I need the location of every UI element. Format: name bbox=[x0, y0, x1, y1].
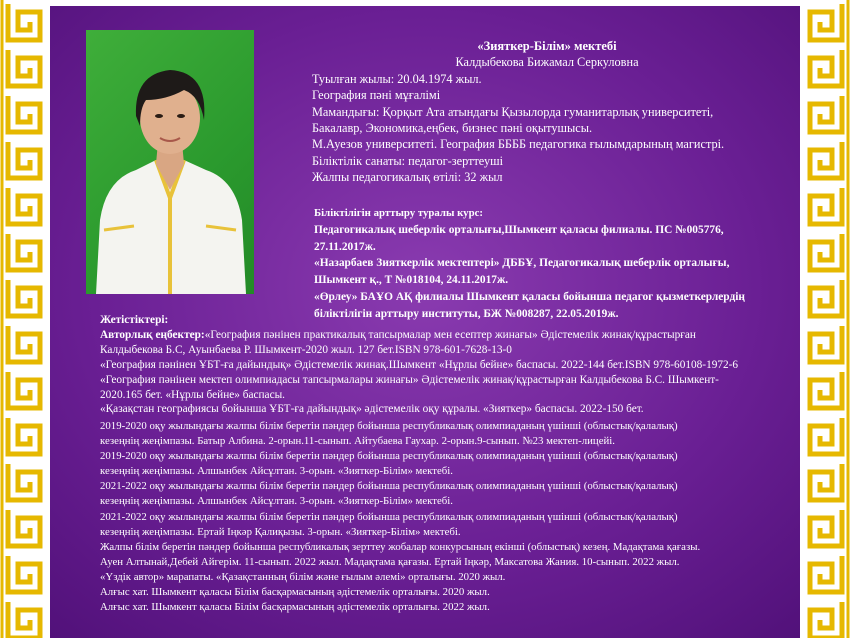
school-name: «Зияткер-Білім» мектебі bbox=[477, 39, 617, 53]
result-line: кезеңнің жеңімпазы. Алшынбек Айсұлтан. 3-орын. «Зияткер-Білім» мектебі. bbox=[100, 495, 453, 508]
result-line: Алғыс хат. Шымкент қаласы Білім басқармасының әдістемелік орталығы. 2020 жыл. bbox=[100, 586, 490, 599]
course-title: Біліктілігін арттыру туралы курс: bbox=[314, 207, 483, 219]
info-line: Бакалавр, Экономика,еңбек, бизнес пәні оқытушысы. bbox=[312, 121, 593, 136]
result-line: 2019-2020 оқу жылындағы жалпы білім беретін пәндер бойынша республикалық олимпиаданың үшінші (облыстық/қалалық) bbox=[100, 450, 678, 463]
course-line: «Өрлеу» БАҰО АҚ филиалы Шымкент қаласы бойынша педагог қызметкерлердің bbox=[314, 290, 745, 303]
result-line: Жалпы білім беретін пәндер бойынша республикалық зерттеу жобалар конкурсының екінші (облыстық) кезең. Мадақтама қағазы. bbox=[100, 540, 701, 553]
course-line: 27.11.2017ж. bbox=[314, 240, 376, 253]
info-line: Туылған жылы: 20.04.1974 жыл. bbox=[312, 71, 482, 86]
result-line: Ауен Алтынай,Дебей Айгерім. 11-сынып. 2022 жыл. Мадақтама қағазы. Ертай Іңкәр, Максатова Жания. 10-сынып. 2022 жыл. bbox=[100, 555, 680, 568]
left-ornament-border bbox=[0, 0, 50, 638]
course-line: Педагогикалық шеберлік орталығы,Шымкент қаласы филиалы. ПС №005776, bbox=[314, 223, 724, 236]
teacher-portrait-photo bbox=[86, 30, 254, 294]
result-line: 2021-2022 оқу жылындағы жалпы білім беретін пәндер бойынша республикалық олимпиаданың үшінші (облыстық/қалалық) bbox=[100, 480, 678, 493]
course-line: «Назарбаев Зияткерлік мектептері» ДББҰ, Педагогикалық шеберлік орталығы, bbox=[314, 257, 730, 270]
portrait-illustration bbox=[86, 30, 254, 294]
info-line: Мамандығы: Қорқыт Ата атындағы Қызылорда гуманитарлық университеті, bbox=[312, 104, 714, 119]
greek-key-ornament-right bbox=[800, 0, 850, 638]
info-line: Жалпы педагогикалық өтілі: 32 жыл bbox=[312, 170, 503, 185]
result-line: «Үздік автор» марапаты. «Қазақстанның білім және ғылым әлемі» орталығы. 2020 жыл. bbox=[100, 570, 506, 583]
achievements-block bbox=[100, 313, 780, 417]
teacher-info-block bbox=[312, 38, 792, 186]
result-line: 2019-2020 оқу жылындағы жалпы білім беретін пәндер бойынша республикалық олимпиаданың үшінші (облыстық/қалалық) bbox=[100, 420, 678, 432]
result-line: 2021-2022 оқу жылындағы жалпы білім беретін пәндер бойынша республикалық олимпиаданың үшінші (облыстық/қалалық) bbox=[100, 510, 678, 523]
greek-key-ornament-left bbox=[0, 0, 50, 638]
info-line: География пәні мұғалімі bbox=[312, 88, 441, 103]
achievement-line: «География пәнінен мектеп олимпиадасы тапсырмалары жинағы» Әдістемелік жинақ/құрастырған Калдыбекова Б.С. Шымкент- bbox=[100, 373, 719, 386]
author-works-line: Авторлық еңбектер:«География пәнінен практикалық тапсырмалар мен есептер жинағы» Әдістемелік жинақ/құрастырған bbox=[100, 328, 696, 341]
info-line: Біліктілік санаты: педагог-зерттеуші bbox=[312, 153, 503, 168]
achievements-title: Жетістіктері: bbox=[100, 314, 169, 326]
top-border-strip bbox=[50, 0, 800, 6]
achievement-line: «Қазақстан географиясы бойынша ҰБТ-ға дайындық» әдістемелік оқу құралы. «Зияткер» баспасы. 2022-150 бет. bbox=[100, 403, 644, 416]
qualification-course-block bbox=[314, 205, 784, 323]
course-line: біліктілігін арттыру институты, БЖ №008287, 22.05.2019ж. bbox=[314, 307, 619, 320]
result-line: Алғыс хат. Шымкент қаласы Білім басқармасының әдістемелік орталығы. 2022 жыл. bbox=[100, 601, 490, 614]
result-line: кезеңнің жеңімпазы. Ертай Іңкәр Қалиқызы. 3-орын. «Зияткер-Білім» мектебі. bbox=[100, 525, 461, 538]
author-works-label: Авторлық еңбектер: bbox=[100, 328, 205, 341]
info-line: М.Ауезов университеті. География ББББ педагогика ғылымдарының магистрі. bbox=[312, 137, 725, 152]
course-line: Шымкент қ., Т №018104, 24.11.2017ж. bbox=[314, 274, 509, 287]
right-ornament-border bbox=[800, 0, 850, 638]
result-line: кезеңнің жеңімпазы. Алшынбек Айсұлтан. 3-орын. «Зияткер-Білім» мектебі. bbox=[100, 465, 453, 478]
achievement-line: «География пәнінен ҰБТ-ға дайындық» Әдістемелік жинақ.Шымкент «Нұрлы бейне» баспасы. 2022-144 бет.ISBN 978-60108-1972-6 bbox=[100, 358, 739, 371]
student-results-block bbox=[100, 419, 800, 615]
teacher-name: Калдыбекова Бижамал Серкуловна bbox=[455, 55, 639, 70]
achievement-line: 2020.165 бет. «Нұрлы бейне» баспасы. bbox=[100, 388, 285, 401]
result-line: кезеңнің жеңімпазы. Батыр Албина. 2-орын.11-сынып. Айтубаева Гаухар. 2-орын.9-сынып. №23 мектеп-лицейі. bbox=[100, 435, 615, 448]
achievement-line: Калдыбекова Б.С, Ауынбаева Р. Шымкент-2020 жыл. 127 бет.ISBN 978-601-7628-13-0 bbox=[100, 343, 512, 356]
